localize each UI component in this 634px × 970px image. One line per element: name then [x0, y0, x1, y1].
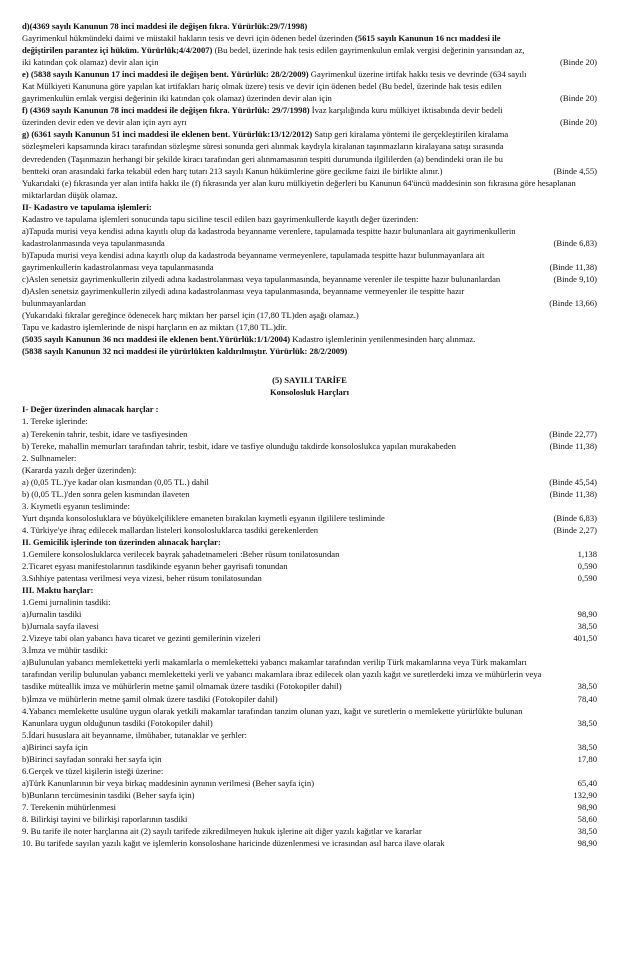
top-section	[22, 20, 597, 201]
section-I-row-2a	[22, 476, 597, 488]
section-I-group-1-label: 1. Tereke işlerinde:	[22, 416, 88, 427]
section-I-row-1b-value: (Binde 11,38)	[549, 440, 597, 451]
section-III-row-6b	[22, 789, 597, 801]
section-III-row-10-value: 98,90	[577, 838, 597, 849]
section-III-row-10-text: 10. Bu tarifede sayılan yazılı kağıt ve işlemlerin konsoloshane haricinde düzenlenmesi ve icrasından asıl harca ilave olarak	[22, 838, 445, 849]
section-II-row-3	[22, 572, 597, 584]
paragraph-f-value: (Binde 20)	[560, 117, 597, 128]
section-I-row-3a	[22, 512, 597, 524]
section-I-row-2b-text: b) (0,05 TL.)'den sonra gelen kısmından ilaveten	[22, 488, 190, 499]
section-III-row-6a	[22, 777, 597, 789]
paragraph-f-bold: (4369 sayılı Kanunun 78 inci maddesi ile değişen fıkra. Yürürlük: 29/7/1998)	[29, 105, 310, 116]
section-I-row-1b	[22, 440, 597, 452]
section-I-row-1b-text: b) Tereke, mahallin memurları tarafından tahrir, tesbit, idare ve tasfiye olunduğu takdirde konsoloslukca yapılan murakabeden	[22, 440, 456, 451]
section-III-row-5b-value: 17,80	[577, 753, 597, 764]
kadastro-heading: II- Kadastro ve tapulama işlemleri:	[22, 201, 152, 212]
paragraph-e-pre: e)	[22, 69, 31, 80]
paragraph-e-value: (Binde 20)	[560, 93, 597, 104]
section-III-row-3b-text: b)İmza ve mühürlerin metne şamil olmak üzere tasdiki (Fotokopiler dahil)	[22, 693, 278, 704]
section-II-heading: II. Gemicilik işlerinde ton üzerinden alınacak harçlar:	[22, 536, 221, 547]
kadastro-amendment-1-rest: Kadastro işlemlerinin yenilenmesinden harç alınmaz.	[290, 334, 476, 345]
kadastro-item-d	[22, 285, 597, 309]
section-III-row-3a-text: a)Bulunulan yabancı memleketteki yerli makamlarla o memleketteki yabancı makamlar tarafından verilip Türk makamlarına veya Türk makamları tarafından verilip bulunulan yabancı memleketteki yerli ve yabancı makamlara ibraz edilecek olan yazılı kağıt ve suretlerdeki imza ve mühürlerin veya tasdike müteallik imza ve mühürlerin metne şamil olmamak üzere tasdiki (Fotokopiler dahil)	[22, 657, 542, 692]
kadastro-item-c-value: (Binde 9,10)	[553, 273, 597, 284]
section-I-row-2b-value: (Binde 11,38)	[549, 488, 597, 499]
kadastro-amendment-1-bold: (5035 sayılı Kanunun 36 ncı maddesi ile eklenen bent.Yürürlük:1/1/2004)	[22, 334, 291, 345]
paragraph-g-post: Satıp geri kiralama yöntemi ile gerçekleştirilen kiralama sözleşmeleri kapsamında kiracı tarafından sözleşme süresi sonunda geri alınmak kaydıyla kiralanan taşınmazların kiralayana satışı sırasında devredenden (Taşınmazın herhangi bir şekilde kiracı tarafından geri alınmamasının tespiti durumunda ilgililerden (a) bendindeki oran ile bu bentteki oran arasındaki farka tekabül eden harç tutarı 213 sayılı Kanun hükümlerine göre gecikme faizi ile birlikte alınır.)	[22, 129, 509, 176]
section-I-row-2b	[22, 488, 597, 500]
kadastro-item-c-text: c)Aslen senetsiz gayrimenkullerin zilyedi adına kadastrolanması veya tapulanmasında, beyanname verenler ile tespitte hazır bulunanlardan	[22, 273, 501, 284]
section-III-row-5b	[22, 753, 597, 765]
section-I-row-3a-value: (Binde 6,83)	[553, 512, 597, 523]
section-III-row-6a-value: 65,40	[577, 777, 597, 788]
paragraph-f-post: İvaz karşılığında kuru mülkiyet iktisabında devir bedeli üzerinden devir eden ve devir alan için ayrı ayrı	[22, 105, 503, 128]
section-II-row-2-value: 0,590	[577, 561, 597, 572]
section-III-row-3b	[22, 693, 597, 705]
kadastro-item-c	[22, 273, 597, 285]
section-III-row-1a-text: a)Jurnalin tasdiki	[22, 609, 82, 620]
section-III-row-1	[22, 596, 597, 608]
section-III-row-3-text: 3.İmza ve mühür tasdiki:	[22, 645, 108, 656]
kadastro-amendment-1	[22, 333, 597, 345]
section-III	[22, 584, 597, 849]
section-II-row-1-text: 1.Gemilere konsolosluklarca verilecek bayrak şahadetnameleri :Beher rüsum tonilatosundan	[22, 548, 340, 559]
paragraph-d-post: (Bu bedel, üzerinde hak tesis edilen gayrimenkulun emlak vergisi değerinin yarısından az, iki katından çok olamaz) devir alan için	[22, 45, 525, 68]
section-III-row-1a	[22, 608, 597, 620]
section-III-row-6a-text: a)Türk Kanunlarının bir veya birkaç maddesinin aynının verilmesi (Beher sayfa için)	[22, 777, 315, 788]
paragraph-d-body	[22, 32, 597, 68]
section-III-row-5a-text: a)Birinci sayfa için	[22, 741, 88, 752]
paragraph-g-text	[22, 128, 527, 176]
section-II	[22, 536, 597, 584]
kadastro-item-a-text: a)Tapuda murisi veya kendisi adına kayıtlı olup da kadastroda beyanname verenlere, tapulamada tespitte hazır bulunanlara ait gayrimenkullerin kadastrolanmasında veya tapulanmasında	[22, 225, 516, 248]
section-III-row-8-text: 8. Bilirkişi tayini ve bilirkişi raporlarının tasdiki	[22, 814, 188, 824]
paragraph-g	[22, 128, 597, 176]
section-I-row-4	[22, 524, 597, 536]
section-III-row-3a	[22, 656, 597, 692]
section-II-row-1-value: 1,138	[577, 548, 597, 559]
section-III-row-8-value: 58,60	[577, 814, 597, 824]
section-I-group-2-sublabel: (Kararda yazılı değer üzerinden):	[22, 464, 137, 475]
section-III-row-5a	[22, 741, 597, 753]
paragraph-d-bold: (5615 sayılı Kanunun 16 ncı maddesi ile değiştirilen parantez içi hüküm. Yürürlük;4/4/2007)	[22, 33, 501, 56]
spacer-before-tarife	[22, 357, 597, 374]
section-II-row-3-text: 3.Sıhhiye patentası verilmesi veya vizesi, beher rüsum tonilatosundan	[22, 573, 262, 584]
section-I-row-2a-value: (Binde 45,54)	[549, 476, 597, 487]
tarife-title: (5) SAYILI TARİFE	[272, 375, 347, 386]
section-III-row-9	[22, 825, 597, 837]
kadastro-section	[22, 201, 597, 358]
section-I-group-3-label: 3. Kıymetli eşyanın tesliminde:	[22, 500, 130, 511]
paragraph-f-text	[22, 104, 527, 128]
section-III-row-10	[22, 837, 597, 849]
section-III-row-9-value: 38,50	[577, 826, 597, 837]
paragraph-g-bold: (6361 sayılı Kanunun 51 inci maddesi ile eklenen bent. Yürürlük:13/12/2012)	[31, 129, 313, 140]
kadastro-item-b	[22, 249, 597, 273]
section-III-row-6-text: 6.Gerçek ve tüzel kişilerin isteği üzerine:	[22, 765, 164, 776]
section-I	[22, 403, 597, 536]
section-III-row-6b-text: b)Bunların tercümesinin tasdiki (Beher sayfa için)	[22, 789, 195, 800]
section-III-row-3a-value: 38,50	[577, 681, 597, 692]
section-III-row-1b	[22, 620, 597, 632]
paragraph-g-pre: g)	[22, 129, 32, 140]
paragraph-g-value: (Binde 4,55)	[553, 165, 597, 176]
kadastro-item-b-value: (Binde 11,38)	[549, 261, 597, 272]
section-II-row-2-text: 2.Ticaret eşyası manifestolarının tasdikinde eşyanın beher gayrisafi tonundan	[22, 561, 288, 572]
paragraph-note: Yukarıdaki (e) fıkrasında yer alan intifa hakkı ile (f) fıkrasında yer alan kuru mülkiyetin değerleri bu Kanunun 64'üncü maddesinin son fıkrasına göre hesaplanan miktarlardan düşük olamaz.	[22, 177, 576, 200]
section-III-row-1b-text: b)Jurnala sayfa ilavesi	[22, 621, 99, 632]
section-III-row-4-value: 38,50	[577, 717, 597, 728]
section-III-row-9-text: 9. Bu tarife ile noter harçlarına ait (2) sayılı tarifede zikredilmeyen hukuk işlerine ait diğer yazılı kağıtlar ve kararlar	[22, 826, 422, 837]
section-III-row-2-text: 2.Vizeye tabi olan yabancı hava ticaret ve gezinti gemilerinin vizeleri	[22, 633, 261, 644]
kadastro-item-a-value: (Binde 6,83)	[553, 237, 597, 248]
section-III-row-1b-value: 38,50	[577, 621, 597, 632]
section-III-row-5-text: 5.İdari hususlara ait beyanname, ilmühaber, tutanaklar ve şerhler:	[22, 729, 247, 740]
section-I-row-4-value: (Binde 2,27)	[553, 524, 597, 535]
tarife-header	[22, 374, 597, 398]
section-III-row-1a-value: 98,90	[577, 609, 597, 620]
section-I-group-2-label: 2. Sulhnameler:	[22, 452, 77, 463]
paragraph-e	[22, 68, 597, 104]
paragraph-f-pre: f)	[22, 105, 30, 116]
section-III-row-3b-value: 78,40	[577, 693, 597, 704]
section-I-row-1a-value: (Binde 22,77)	[549, 428, 597, 439]
section-I-heading: I- Değer üzerinden alınacak harçlar :	[22, 404, 159, 415]
kadastro-item-d-text: d)Aslen senetsiz gayrimenkullerin zilyedi adına kadastrolanması veya tapulanmasında, beyanname vermeyenler ile tespitte hazır bulunmayanlardan	[22, 286, 465, 309]
section-III-row-7-text: 7. Terekenin mühürlenmesi	[22, 801, 116, 812]
section-III-row-2-value: 401,50	[573, 633, 597, 644]
section-III-row-7	[22, 801, 597, 813]
kadastro-amendment-2: (5838 sayılı Kanunun 32 nci maddesi ile yürürlükten kaldırılmıştır. Yürürlük: 28/2/2009)	[22, 346, 348, 357]
section-I-row-3a-text: Yurt dışında konsolosluklara ve büyükelçiliklere emaneten bırakılan kıymetli eşyanın ilgililere tesliminde	[22, 512, 385, 523]
section-I-row-2a-text: a) (0,05 TL.)'ye kadar olan kısmından (0,05 TL.) dahil	[22, 476, 209, 487]
paragraph-e-post: Gayrimenkul üzerine irtifak hakkı tesis ve devrinde (634 sayılı Kat Mülkiyeti Kanununa göre yapılan kat irtifakları hariç olmak üzere) tesis ve devir için ödenen bedel (Bu bedel, üzerinde hak tesis edilen gayrimenkulün emlak vergisi değerinin iki katından çok olamaz) üzerinden devir alan için	[22, 69, 527, 104]
section-III-row-8	[22, 813, 597, 825]
section-III-row-3	[22, 644, 597, 656]
paragraph-e-bold: (5838 sayılı Kanunun 17 inci maddesi ile değişen bent. Yürürlük: 28/2/2009)	[30, 69, 309, 80]
section-III-row-6	[22, 765, 597, 777]
section-I-row-1a-text: a) Terekenin tahrir, tesbit, idare ve tasfiyesinden	[22, 428, 188, 439]
paragraph-d-body-text	[22, 32, 527, 68]
section-III-row-5b-text: b)Birinci sayfadan sonraki her sayfa için	[22, 753, 162, 764]
section-III-row-4	[22, 705, 597, 729]
kadastro-item-b-text: b)Tapuda murisi veya kendisi adına kayıtlı olup da kadastroda beyanname vermeyenlere, tapulamada tespitte hazır bulunmayanlara ait gayrimenkullerin kadastrolanması veya tapulanmasında	[22, 249, 485, 272]
kadastro-footnote-1: (Yukarıdaki fıkralar gereğince ödenecek harç miktarı her parsel için (17,80 TL)den aşağı olamaz.)	[22, 310, 359, 321]
section-III-row-4-text: 4.Yabancı memlekette usulüne uygun olarak yetkili makamlar tarafından tanzim olunan yazı, kağıt ve suretlerin o memlekette yürürlükte bulunan Kanunlara uygun olduğunun tasdiki (Fotokopiler dahil)	[22, 705, 523, 728]
section-II-row-2	[22, 560, 597, 572]
section-III-row-2	[22, 632, 597, 644]
section-I-row-4-text: 4. Türkiye'ye ihraç edilecek mallardan listeleri konsolosluklarca tasdiki gerekenlerden	[22, 524, 319, 535]
paragraph-d-heading	[22, 20, 597, 32]
section-III-heading: III. Maktu harçlar:	[22, 585, 94, 596]
section-II-row-3-value: 0,590	[577, 573, 597, 584]
tarife-subtitle: Konsolosluk Harçları	[269, 387, 350, 398]
section-III-row-5	[22, 729, 597, 741]
section-III-row-6b-value: 132,90	[573, 789, 597, 800]
section-I-row-1a	[22, 428, 597, 440]
kadastro-intro: Kadastro ve tapulama işlemleri sonucunda tapu siciline tescil edilen bazı gayrimenkullerde kayıtlı değer üzerinden:	[22, 213, 419, 224]
section-III-row-1-text: 1.Gemi jurnalinin tasdiki:	[22, 597, 111, 608]
paragraph-f	[22, 104, 597, 128]
kadastro-item-d-value: (Binde 13,66)	[549, 298, 597, 309]
section-III-row-7-value: 98,90	[577, 801, 597, 812]
paragraph-d-pre: Gayrimenkul hükmündeki daimi ve müstakil hakların tesis ve devri için ödenen bedel üzerinden	[22, 33, 355, 44]
paragraph-d-value: (Binde 20)	[560, 57, 597, 68]
kadastro-footnote-2: Tapu ve kadastro işlemlerinde de nispi harçların en az miktarı (17,80 TL.)dir.	[22, 322, 288, 333]
section-III-row-5a-value: 38,50	[577, 741, 597, 752]
paragraph-e-text	[22, 68, 527, 104]
kadastro-item-a	[22, 225, 597, 249]
section-II-row-1	[22, 548, 597, 560]
paragraph-d-heading-text: d)(4369 sayılı Kanunun 78 inci maddesi ile değişen fıkra. Yürürlük:29/7/1998)	[22, 21, 308, 31]
